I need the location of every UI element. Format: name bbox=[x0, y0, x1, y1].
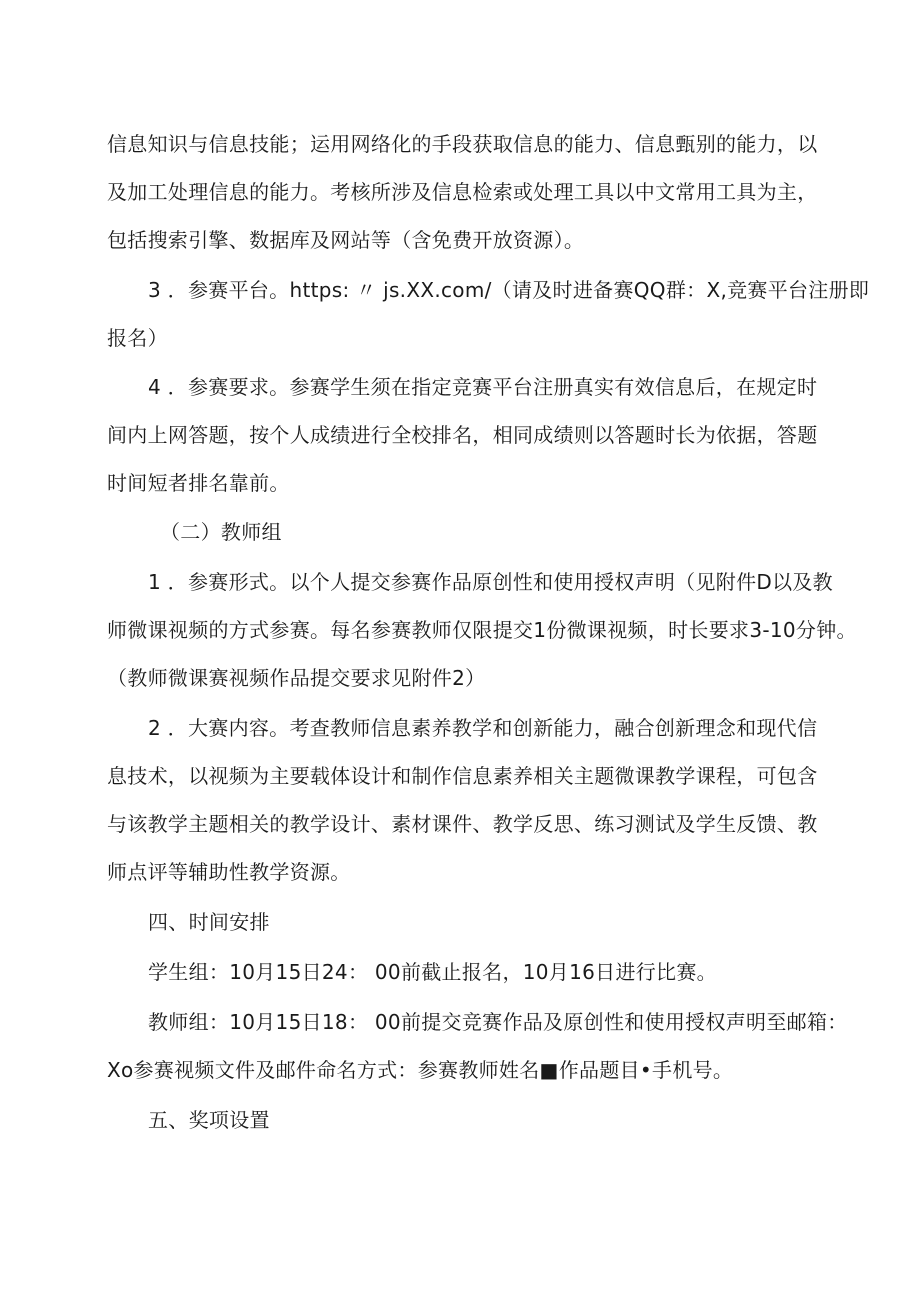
text-line-8: 时间短者排名靠前。 bbox=[107, 471, 290, 495]
text-line-18: 学生组：10月15日24： 00前截止报名，10月16日进行比赛。 bbox=[148, 960, 717, 984]
text-line-15: 与该教学主题相关的教学设计、素材课件、教学反思、练习测试及学生反馈、教 bbox=[107, 812, 818, 836]
section-heading-teacher-group: （二）教师组 bbox=[160, 520, 282, 544]
text-line-19: 教师组：10月15日18： 00前提交竞赛作品及原创性和使用授权声明至邮箱： bbox=[148, 1010, 848, 1034]
text-line-20: Xo参赛视频文件及邮件命名方式：参赛教师姓名■作品题目•手机号。 bbox=[107, 1058, 734, 1082]
section-heading-schedule: 四、时间安排 bbox=[148, 910, 270, 934]
text-line-7: 间内上网答题，按个人成绩进行全校排名，相同成绩则以答题时长为依据，答题 bbox=[107, 423, 818, 447]
text-line-14: 息技术，以视频为主要载体设计和制作信息素养相关主题微课教学课程，可包含 bbox=[107, 764, 818, 788]
text-line-4: 3 ．参赛平台。https: 〃 js.XX.com/（请及时进备赛QQ群：X,竞赛平台注册即 bbox=[148, 278, 870, 302]
text-line-1: 信息知识与信息技能；运用网络化的手段获取信息的能力、信息甄别的能力，以 bbox=[107, 132, 818, 156]
text-line-5: 报名） bbox=[107, 326, 168, 350]
section-heading-awards: 五、奖项设置 bbox=[148, 1108, 270, 1132]
text-line-12: （教师微课赛视频作品提交要求见附件2） bbox=[107, 666, 486, 690]
text-line-16: 师点评等辅助性教学资源。 bbox=[107, 860, 351, 884]
text-line-10: 1 ．参赛形式。以个人提交参赛作品原创性和使用授权声明（见附件D以及教 bbox=[148, 570, 833, 594]
text-line-13: 2 ．大赛内容。考查教师信息素养教学和创新能力，融合创新理念和现代信 bbox=[148, 716, 818, 740]
text-line-2: 及加工处理信息的能力。考核所涉及信息检索或处理工具以中文常用工具为主， bbox=[107, 180, 818, 204]
text-line-11: 师微课视频的方式参赛。每名参赛教师仅限提交1份微课视频，时长要求3-10分钟。 bbox=[107, 618, 857, 642]
text-line-3: 包括搜索引擎、数据库及网站等（含免费开放资源）。 bbox=[107, 228, 585, 252]
text-line-6: 4 ．参赛要求。参赛学生须在指定竞赛平台注册真实有效信息后，在规定时 bbox=[148, 375, 818, 399]
